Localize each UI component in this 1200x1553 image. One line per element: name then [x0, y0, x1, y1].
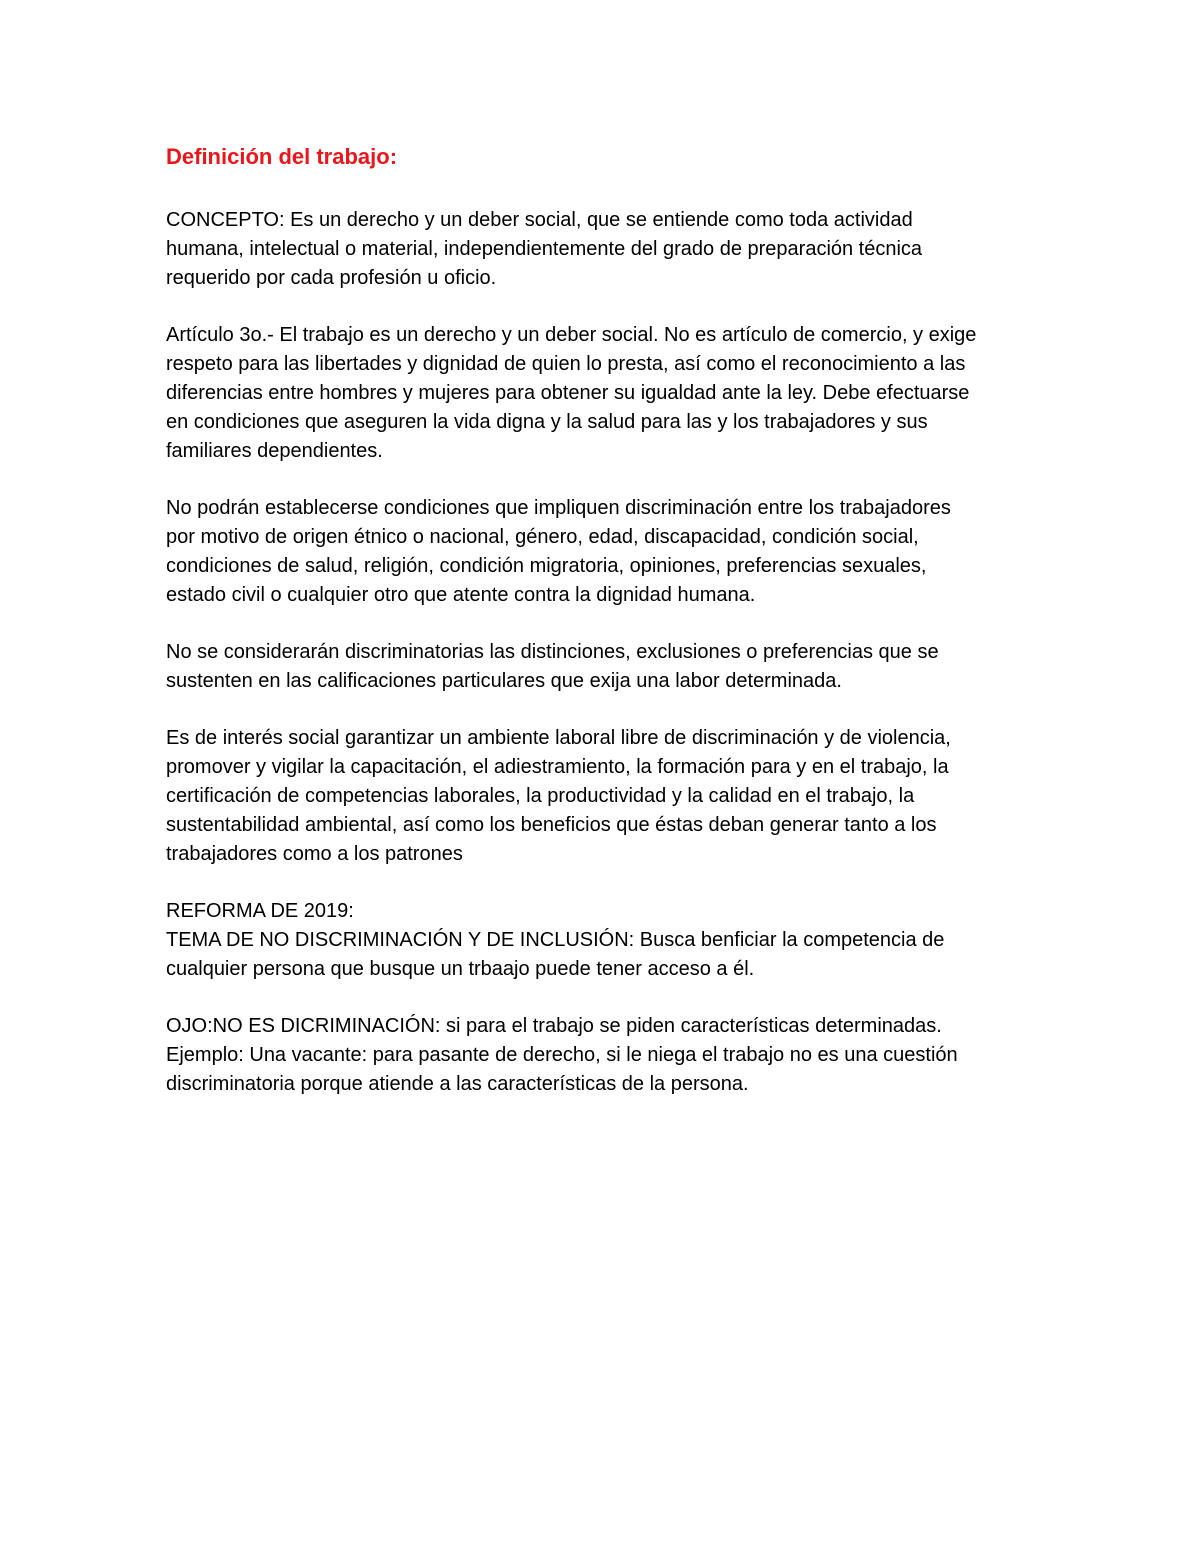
text-line: familiares dependientes. [166, 440, 383, 462]
text-line: REFORMA DE 2019: [166, 900, 354, 922]
text-line: sustentabilidad ambiental, así como los beneficios que éstas deban generar tanto a los [166, 814, 937, 836]
text-line: condiciones de salud, religión, condición migratoria, opiniones, preferencias sexuales, [166, 555, 927, 577]
text-line: diferencias entre hombres y mujeres para obtener su igualdad ante la ley. Debe efectuarse [166, 382, 970, 404]
paragraph-articulo-3 [166, 321, 1046, 466]
paragraph-ojo [166, 1012, 1046, 1099]
paragraph-concepto [166, 206, 1046, 293]
paragraph-distinciones [166, 638, 1046, 696]
text-line: OJO:NO ES DICRIMINACIÓN: si para el trabajo se piden características determinadas. [166, 1015, 942, 1037]
text-line: respeto para las libertades y dignidad de quien lo presta, así como el reconocimiento a las [166, 353, 966, 375]
text-line: por motivo de origen étnico o nacional, género, edad, discapacidad, condición social, [166, 526, 919, 548]
document-title: Definición del trabajo: [166, 144, 398, 169]
text-line: requerido por cada profesión u oficio. [166, 267, 497, 289]
paragraph-interes-social [166, 724, 1046, 869]
text-line: promover y vigilar la capacitación, el adiestramiento, la formación para y en el trabajo, la [166, 756, 949, 778]
text-line: trabajadores como a los patrones [166, 843, 463, 865]
text-line: humana, intelectual o material, independientemente del grado de preparación técnica [166, 238, 923, 260]
text-line: discriminatoria porque atiende a las características de la persona. [166, 1073, 749, 1095]
document-body [166, 142, 1046, 1127]
text-line: Artículo 3o.- El trabajo es un derecho y un deber social. No es artículo de comercio, y exige [166, 324, 977, 346]
text-line: No se considerarán discriminatorias las distinciones, exclusiones o preferencias que se [166, 641, 939, 663]
text-line: en condiciones que aseguren la vida digna y la salud para las y los trabajadores y sus [166, 411, 928, 433]
paragraph-reforma-2019 [166, 897, 1046, 984]
text-line: certificación de competencias laborales, la productividad y la calidad en el trabajo, la [166, 785, 915, 807]
text-line: No podrán establecerse condiciones que impliquen discriminación entre los trabajadores [166, 497, 951, 519]
text-line: TEMA DE NO DISCRIMINACIÓN Y DE INCLUSIÓN: Busca benficiar la competencia de [166, 929, 945, 951]
text-line: sustenten en las calificaciones particulares que exija una labor determinada. [166, 670, 842, 692]
text-line: CONCEPTO: Es un derecho y un deber social, que se entiende como toda actividad [166, 209, 913, 231]
text-line: estado civil o cualquier otro que atente contra la dignidad humana. [166, 584, 756, 606]
text-line: Ejemplo: Una vacante: para pasante de derecho, si le niega el trabajo no es una cuestión [166, 1044, 958, 1066]
text-line: Es de interés social garantizar un ambiente laboral libre de discriminación y de violencia, [166, 727, 951, 749]
text-line: cualquier persona que busque un trbaajo puede tener acceso a él. [166, 958, 755, 980]
paragraph-discriminacion [166, 494, 1046, 610]
